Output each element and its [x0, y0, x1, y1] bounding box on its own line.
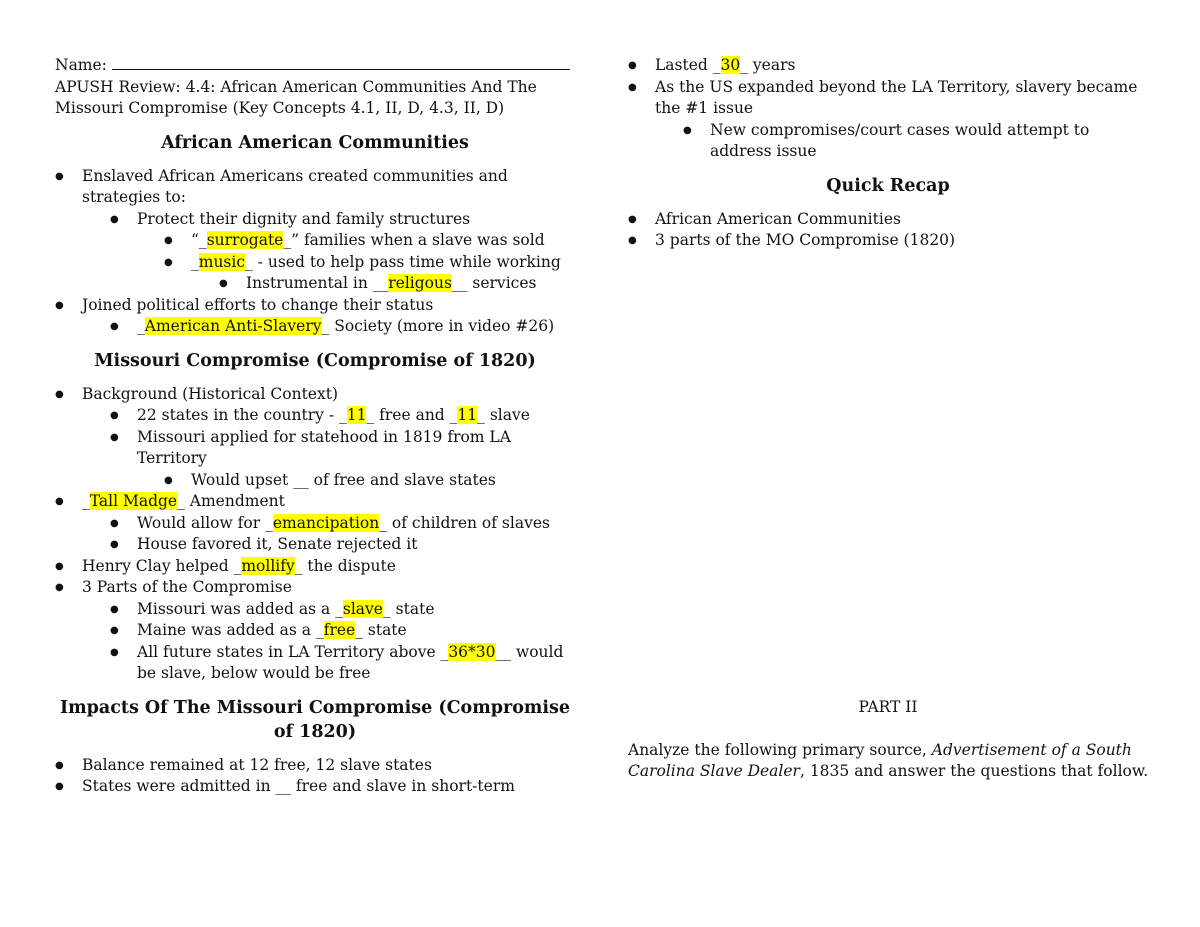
- list-item: ● African American Communities: [628, 209, 1148, 231]
- heading-missouri-compromise: Missouri Compromise (Compromise of 1820): [94, 350, 536, 371]
- list-item: ● 3 Parts of the Compromise: [55, 577, 575, 599]
- list-item: ● Would upset __ of free and slave states: [55, 470, 575, 492]
- list-item: ● Lasted _30_ years: [628, 55, 1148, 77]
- list-item: ● _music_ - used to help pass time while working: [55, 252, 575, 274]
- list-item: ● House favored it, Senate rejected it: [55, 534, 575, 556]
- list-african-american-communities: [55, 166, 575, 338]
- answer-highlight: emancipation: [272, 513, 380, 532]
- part-two-block: [628, 697, 1148, 783]
- list-item: ● Would allow for _emancipation_ of children of slaves: [55, 513, 575, 535]
- heading-quick-recap: Quick Recap: [826, 175, 950, 196]
- list-item: ● New compromises/court cases would attempt to address issue: [628, 120, 1148, 163]
- answer-highlight: surrogate: [206, 231, 284, 249]
- part-two-heading: PART II: [858, 698, 918, 716]
- answer-highlight: Tall Madge: [89, 492, 178, 510]
- answer-highlight: slave: [342, 599, 383, 618]
- left-column: [55, 55, 575, 798]
- list-impacts-continued: [628, 55, 1148, 163]
- list-item: ● Maine was added as a _free_ state: [55, 620, 575, 642]
- heading-african-american-communities: African American Communities: [161, 132, 469, 153]
- heading-impacts: Impacts Of The Missouri Compromise (Compromise of 1820): [59, 697, 571, 742]
- list-item: ● Enslaved African Americans created communities and strategies to:: [55, 166, 575, 209]
- list-missouri-compromise: [55, 384, 575, 685]
- list-item: ● _Tall Madge_ Amendment: [55, 491, 575, 513]
- list-quick-recap: [628, 209, 1148, 252]
- list-item: ● All future states in LA Territory above _36*30__ would be slave, below would be free: [55, 642, 575, 685]
- list-item: ● _American Anti-Slavery_ Society (more in video #26): [55, 316, 575, 338]
- answer-highlight: music: [198, 252, 246, 271]
- answer-highlight: 11: [346, 406, 367, 424]
- list-item: ● Balance remained at 12 free, 12 slave states: [55, 755, 575, 777]
- answer-highlight: mollify: [241, 556, 295, 575]
- name-line: Name:: [55, 55, 575, 77]
- answer-highlight: American Anti-Slavery: [144, 317, 322, 335]
- list-item: ● “_surrogate_” families when a slave was sold: [55, 230, 575, 252]
- doc-title-line1: APUSH Review: 4.4: African American Communities And The: [55, 77, 537, 96]
- list-item: ● Missouri was added as a _slave_ state: [55, 599, 575, 621]
- name-blank[interactable]: [112, 55, 570, 70]
- list-item: ● 22 states in the country - _11_ free and _11_ slave: [55, 405, 575, 427]
- list-item: ● States were admitted in __ free and slave in short-term: [55, 776, 575, 798]
- list-item: ● Henry Clay helped _mollify_ the dispute: [55, 556, 575, 578]
- doc-title-line2: Missouri Compromise (Key Concepts 4.1, II, D, 4.3, II, D): [55, 99, 505, 117]
- list-impacts: [55, 755, 575, 798]
- list-item: ● Instrumental in __religous__ services: [55, 273, 575, 295]
- part-two-instructions: Analyze the following primary source, Advertisement of a South Carolina Slave Dealer, 1835 and answer the questions that follow.: [628, 740, 1149, 780]
- list-item: ● Protect their dignity and family structures: [55, 209, 575, 231]
- right-column: [628, 55, 1149, 780]
- answer-highlight: 36*30: [448, 642, 496, 661]
- list-item: ● As the US expanded beyond the LA Territory, slavery became the #1 issue: [628, 77, 1148, 120]
- answer-highlight: religous: [388, 274, 452, 292]
- list-item: ● Missouri applied for statehood in 1819 from LA Territory: [55, 427, 575, 470]
- answer-highlight: free: [323, 621, 356, 639]
- answer-highlight: 11: [457, 406, 478, 424]
- list-item: ● 3 parts of the MO Compromise (1820): [628, 230, 1148, 252]
- answer-highlight: 30: [720, 56, 741, 74]
- list-item: ● Background (Historical Context): [55, 384, 575, 406]
- list-item: ● Joined political efforts to change their status: [55, 295, 575, 317]
